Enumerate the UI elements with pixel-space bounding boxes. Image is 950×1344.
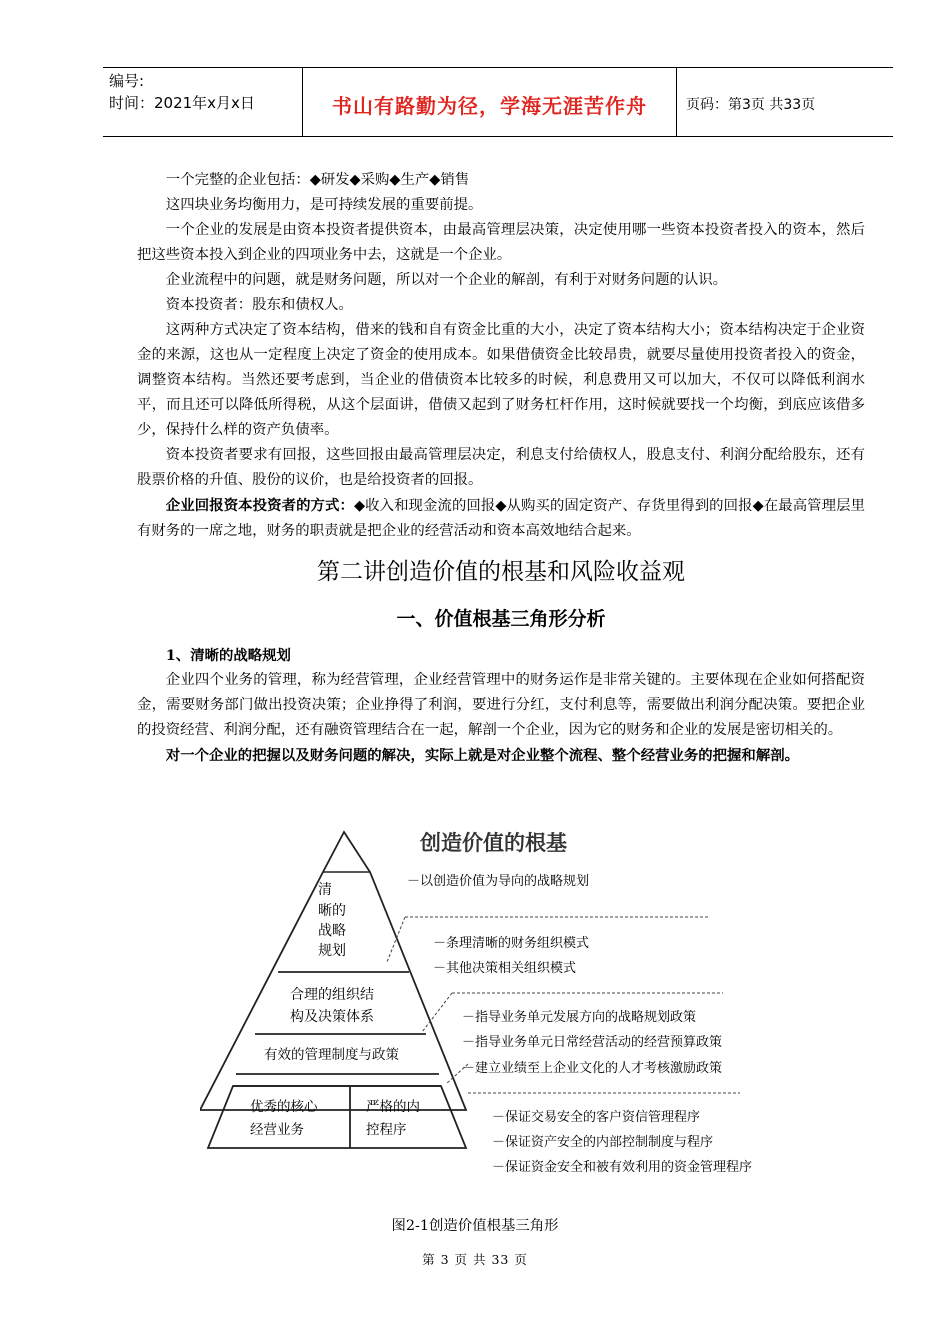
paragraph: 这四块业务均衡用力，是可持续发展的重要前提。: [165, 197, 483, 213]
lecture-title: 第二讲创造价值的根基和风险收益观: [317, 559, 685, 585]
paragraph: 资本投资者要求有回报，这些回报由最高管理层决定，利息支付给债权人，股息支付、利润分配给股东，还有股票价格的升值、股份的议价，也是给投资者的回报。: [137, 447, 865, 488]
pyramid-top-line: 晰的: [318, 903, 346, 919]
pyramid-bottom-right-line: 严格的内: [366, 1099, 420, 1115]
group4-item: －保证资产安全的内部控制制度与程序: [492, 1135, 714, 1150]
group3-item: －建立业绩至上企业文化的人才考核激励政策: [462, 1061, 723, 1076]
group3-item: －指导业务单元发展方向的战略规划政策: [462, 1010, 697, 1025]
pyramid-base: [208, 1086, 466, 1148]
number-label: 编号:: [109, 72, 145, 90]
paragraph: 一个企业的发展是由资本投资者提供资本，由最高管理层决策，决定使用哪一些资本投资者投入的资本，然后把这些资本投入到企业的四项业务中去，这就是一个企业。: [137, 222, 865, 263]
figure-title: 创造价值的根基: [420, 831, 567, 855]
header-page-label: 页码：第3页 共33页: [686, 97, 816, 113]
group4-item: －保证资金安全和被有效利用的资金管理程序: [492, 1160, 753, 1175]
pyramid-bottom-left-line: 经营业务: [250, 1122, 304, 1138]
pyramid-level2-line: 合理的组织结: [290, 987, 374, 1003]
header-divider: [676, 68, 677, 136]
group3-item: －指导业务单元日常经营活动的经营预算政策: [462, 1035, 723, 1050]
paragraph: 资本投资者：股东和债权人。: [165, 297, 353, 313]
header-motto: 书山有路勤为径，学海无涯苦作舟: [332, 94, 647, 118]
bold-paragraph: 对一个企业的把握以及财务问题的解决，实际上就是对企业整个流程、整个经营业务的把握和解剖。: [165, 747, 799, 764]
pyramid-bottom-right-line: 控程序: [366, 1122, 407, 1138]
sub-title: 1、清晰的战略规划: [165, 647, 291, 664]
return-methods-text: ◆收入和现金流的回报◆从购买的固定资产、存货里得到的回报◆在最高管理层里有财务的一席之地，财务的职责就是把企业的经营活动和资本高效地结合起来。: [137, 498, 865, 539]
pyramid-top-line: 规划: [318, 943, 346, 959]
paragraph: [137, 493, 865, 544]
paragraph: 企业流程中的问题，就是财务问题，所以对一个企业的解剖，有利于对财务问题的认识。: [165, 272, 728, 288]
pyramid-level2-line: 构及决策体系: [290, 1009, 374, 1025]
pyramid-level3: 有效的管理制度与政策: [264, 1047, 399, 1063]
paragraph: 企业四个业务的管理，称为经营管理，企业经营管理中的财务运作是非常关键的。主要体现在企业如何搭配资金，需要财务部门做出投资决策；企业挣得了利润，要进行分红，支付利息等，需要做出利润分配决策。要把企业的投资经营、利润分配，还有融资管理结合在一起，解剖一个企业，因为它的财务和企业的发展是密切相关的。: [137, 672, 865, 738]
page-footer: 第 3 页 共 33 页: [422, 1252, 528, 1267]
section-title: 一、价值根基三角形分析: [396, 608, 606, 630]
section-text: [137, 643, 865, 768]
intro-text: [137, 168, 865, 544]
header-meta: [109, 70, 255, 114]
time-label: 时间：2021年x月x日: [109, 94, 255, 112]
pyramid-top-line: 清: [318, 882, 332, 898]
paragraph: 这两种方式决定了资本结构，借来的钱和自有资金比重的大小，决定了资本结构大小；资本结构决定于企业资金的来源，这也从一定程度上决定了资金的使用成本。如果借债资金比较昂贵，就要尽量使用投资者投入的资金，调整资本结构。当然还要考虑到，当企业的借债资本比较多的时候，利息费用又可以加大，不仅可以降低利润水平，而且还可以降低所得税，从这个层面讲，借债又起到了财务杠杆作用，这时候就要找一个均衡，到底应该借多少，保持什么样的资产负债率。: [137, 322, 865, 438]
group1-item: －以创造价值为导向的战略规划: [407, 874, 590, 889]
group2-item: －条理清晰的财务组织模式: [433, 936, 590, 951]
paragraph: 一个完整的企业包括：◆研发◆采购◆生产◆销售: [165, 172, 470, 188]
connector-line: [387, 917, 405, 962]
return-methods-lead: 企业回报资本投资者的方式：: [165, 497, 354, 514]
pyramid-top-line: 战略: [318, 923, 346, 939]
page-header: [103, 67, 893, 137]
group2-item: －其他决策相关组织模式: [433, 961, 577, 976]
value-foundation-figure: [200, 822, 800, 1206]
pyramid-bottom-left-line: 优秀的核心: [250, 1099, 318, 1115]
group4-item: －保证交易安全的客户资信管理程序: [492, 1110, 701, 1125]
figure-caption: 图2-1创造价值根基三角形: [391, 1218, 559, 1234]
